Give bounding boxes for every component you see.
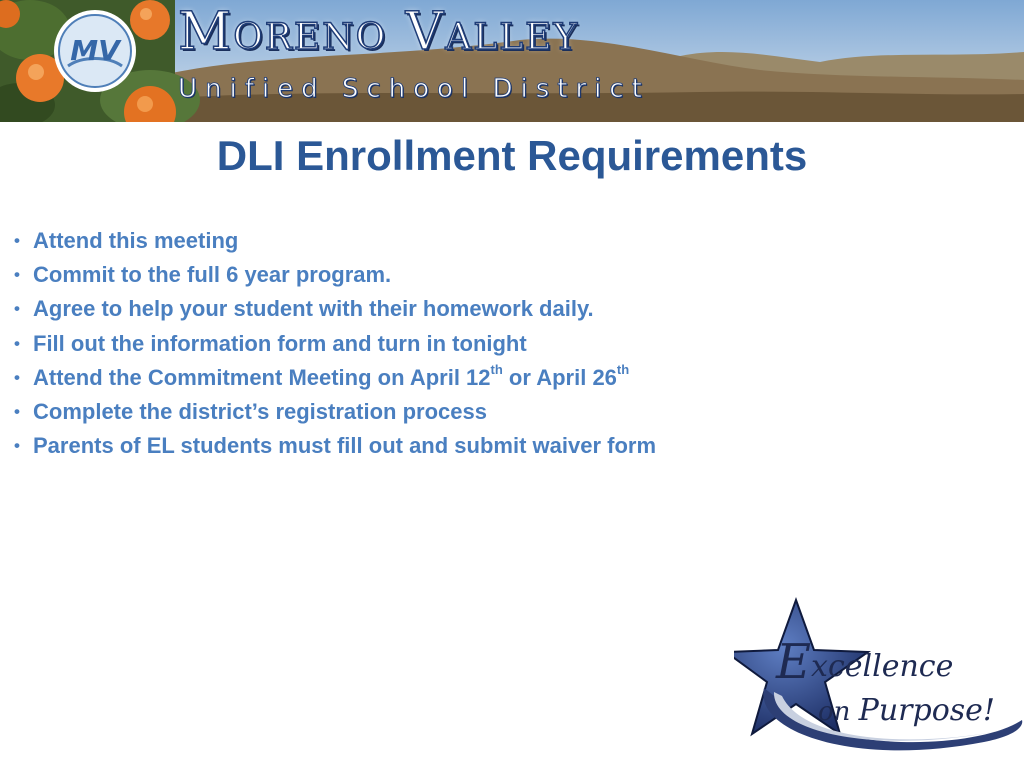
slide-title: DLI Enrollment Requirements [216, 132, 808, 179]
superscript: th [490, 362, 503, 378]
list-item-text: Complete the district’s registration process [33, 398, 487, 424]
list-item [14, 363, 656, 397]
bullet-dot-icon: • [14, 367, 20, 387]
list-item [14, 294, 656, 328]
district-name: Moreno Valley [178, 2, 580, 62]
list-item [14, 431, 656, 465]
excellence-line-2 [818, 693, 995, 728]
list-item [14, 397, 656, 431]
excellence-logo [734, 592, 1024, 768]
district-banner [0, 0, 1024, 122]
list-item-text: Fill out the information form and turn in tonight [33, 330, 527, 356]
list-item [14, 260, 656, 294]
excellence-initial: E [776, 634, 812, 690]
list-item-text: Commit to the full 6 year program. [33, 262, 392, 288]
excellence-purpose: Purpose! [858, 693, 995, 728]
excellence-on: on [818, 697, 851, 727]
list-item-text: Agree to help your student with their homework daily. [33, 296, 594, 322]
bullet-dot-icon: • [14, 265, 20, 285]
text-part: Attend the Commitment Meeting on April 12 [33, 364, 491, 390]
excellence-line-1 [776, 634, 954, 690]
list-item-text: Attend this meeting [33, 228, 239, 253]
district-logo [52, 8, 138, 94]
excellence-rest: xcellence [811, 649, 954, 684]
requirements-list [14, 226, 656, 465]
list-item [14, 329, 656, 363]
text-part: or April 26 [502, 364, 617, 390]
bullet-dot-icon: • [14, 401, 20, 421]
bullet-dot-icon: • [14, 299, 20, 319]
district-subtitle: Unified School District [178, 74, 650, 104]
superscript: th [616, 362, 630, 378]
bullet-dot-icon: • [14, 436, 20, 456]
list-item-text: Parents of EL students must fill out and submit waiver form [33, 433, 657, 459]
list-item-text [33, 363, 629, 393]
bullet-dot-icon: • [14, 333, 20, 353]
list-item [14, 226, 656, 260]
bullet-dot-icon: • [14, 231, 20, 250]
logo-text: MV [70, 34, 120, 67]
